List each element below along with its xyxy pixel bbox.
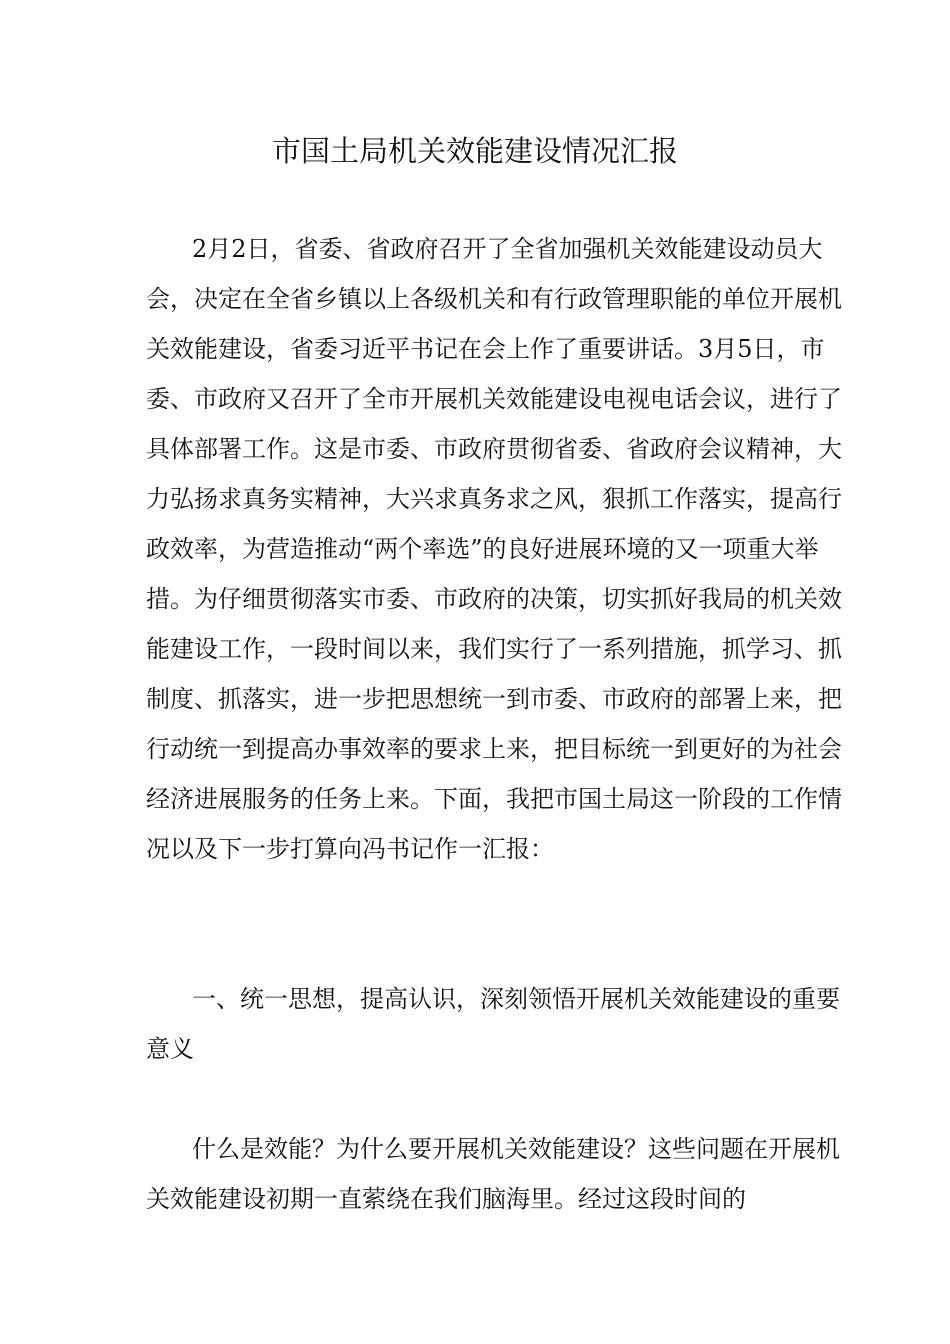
section-heading-1: 一、统一思想，提高认识，深刻领悟开展机关效能建设的重要意义 bbox=[146, 985, 840, 1063]
paragraph-section-1: 什么是效能？为什么要开展机关效能建设？这些问题在开展机关效能建设初期一直萦绕在我们脑海里。经过这段时间的 bbox=[146, 1135, 840, 1213]
paragraph-intro: 2月2日，省委、省政府召开了全省加强机关效能建设动员大会，决定在全省乡镇以上各级机关和有行政管理职能的单位开展机关效能建设，省委习近平书记在会上作了重要讲话。3月5日，市委、市政府又召开了全市开展机关效能建设电视电话会议，进行了具体部署工作。这是市委、市政府贯彻省委、省政府会议精神，大力弘扬求真务实精神，大兴求真务求之风，狠抓工作落实，提高行政效率，为营造推动“两个率选”的良好进展环境的又一项重大举措。为仔细贯彻落实市委、市政府的决策，切实抓好我局的机关效能建设工作，一段时间以来，我们实行了一系列措施，抓学习、抓制度、抓落实，进一步把思想统一到市委、市政府的部署上来，把行动统一到提高办事效率的要求上来，把目标统一到更好的为社会经济进展服务的任务上来。下面，我把市国土局这一阶段的工作情况以及下一步打算向冯书记作一汇报： bbox=[146, 235, 842, 863]
document-title: 市国土局机关效能建设情况汇报 bbox=[271, 134, 678, 168]
